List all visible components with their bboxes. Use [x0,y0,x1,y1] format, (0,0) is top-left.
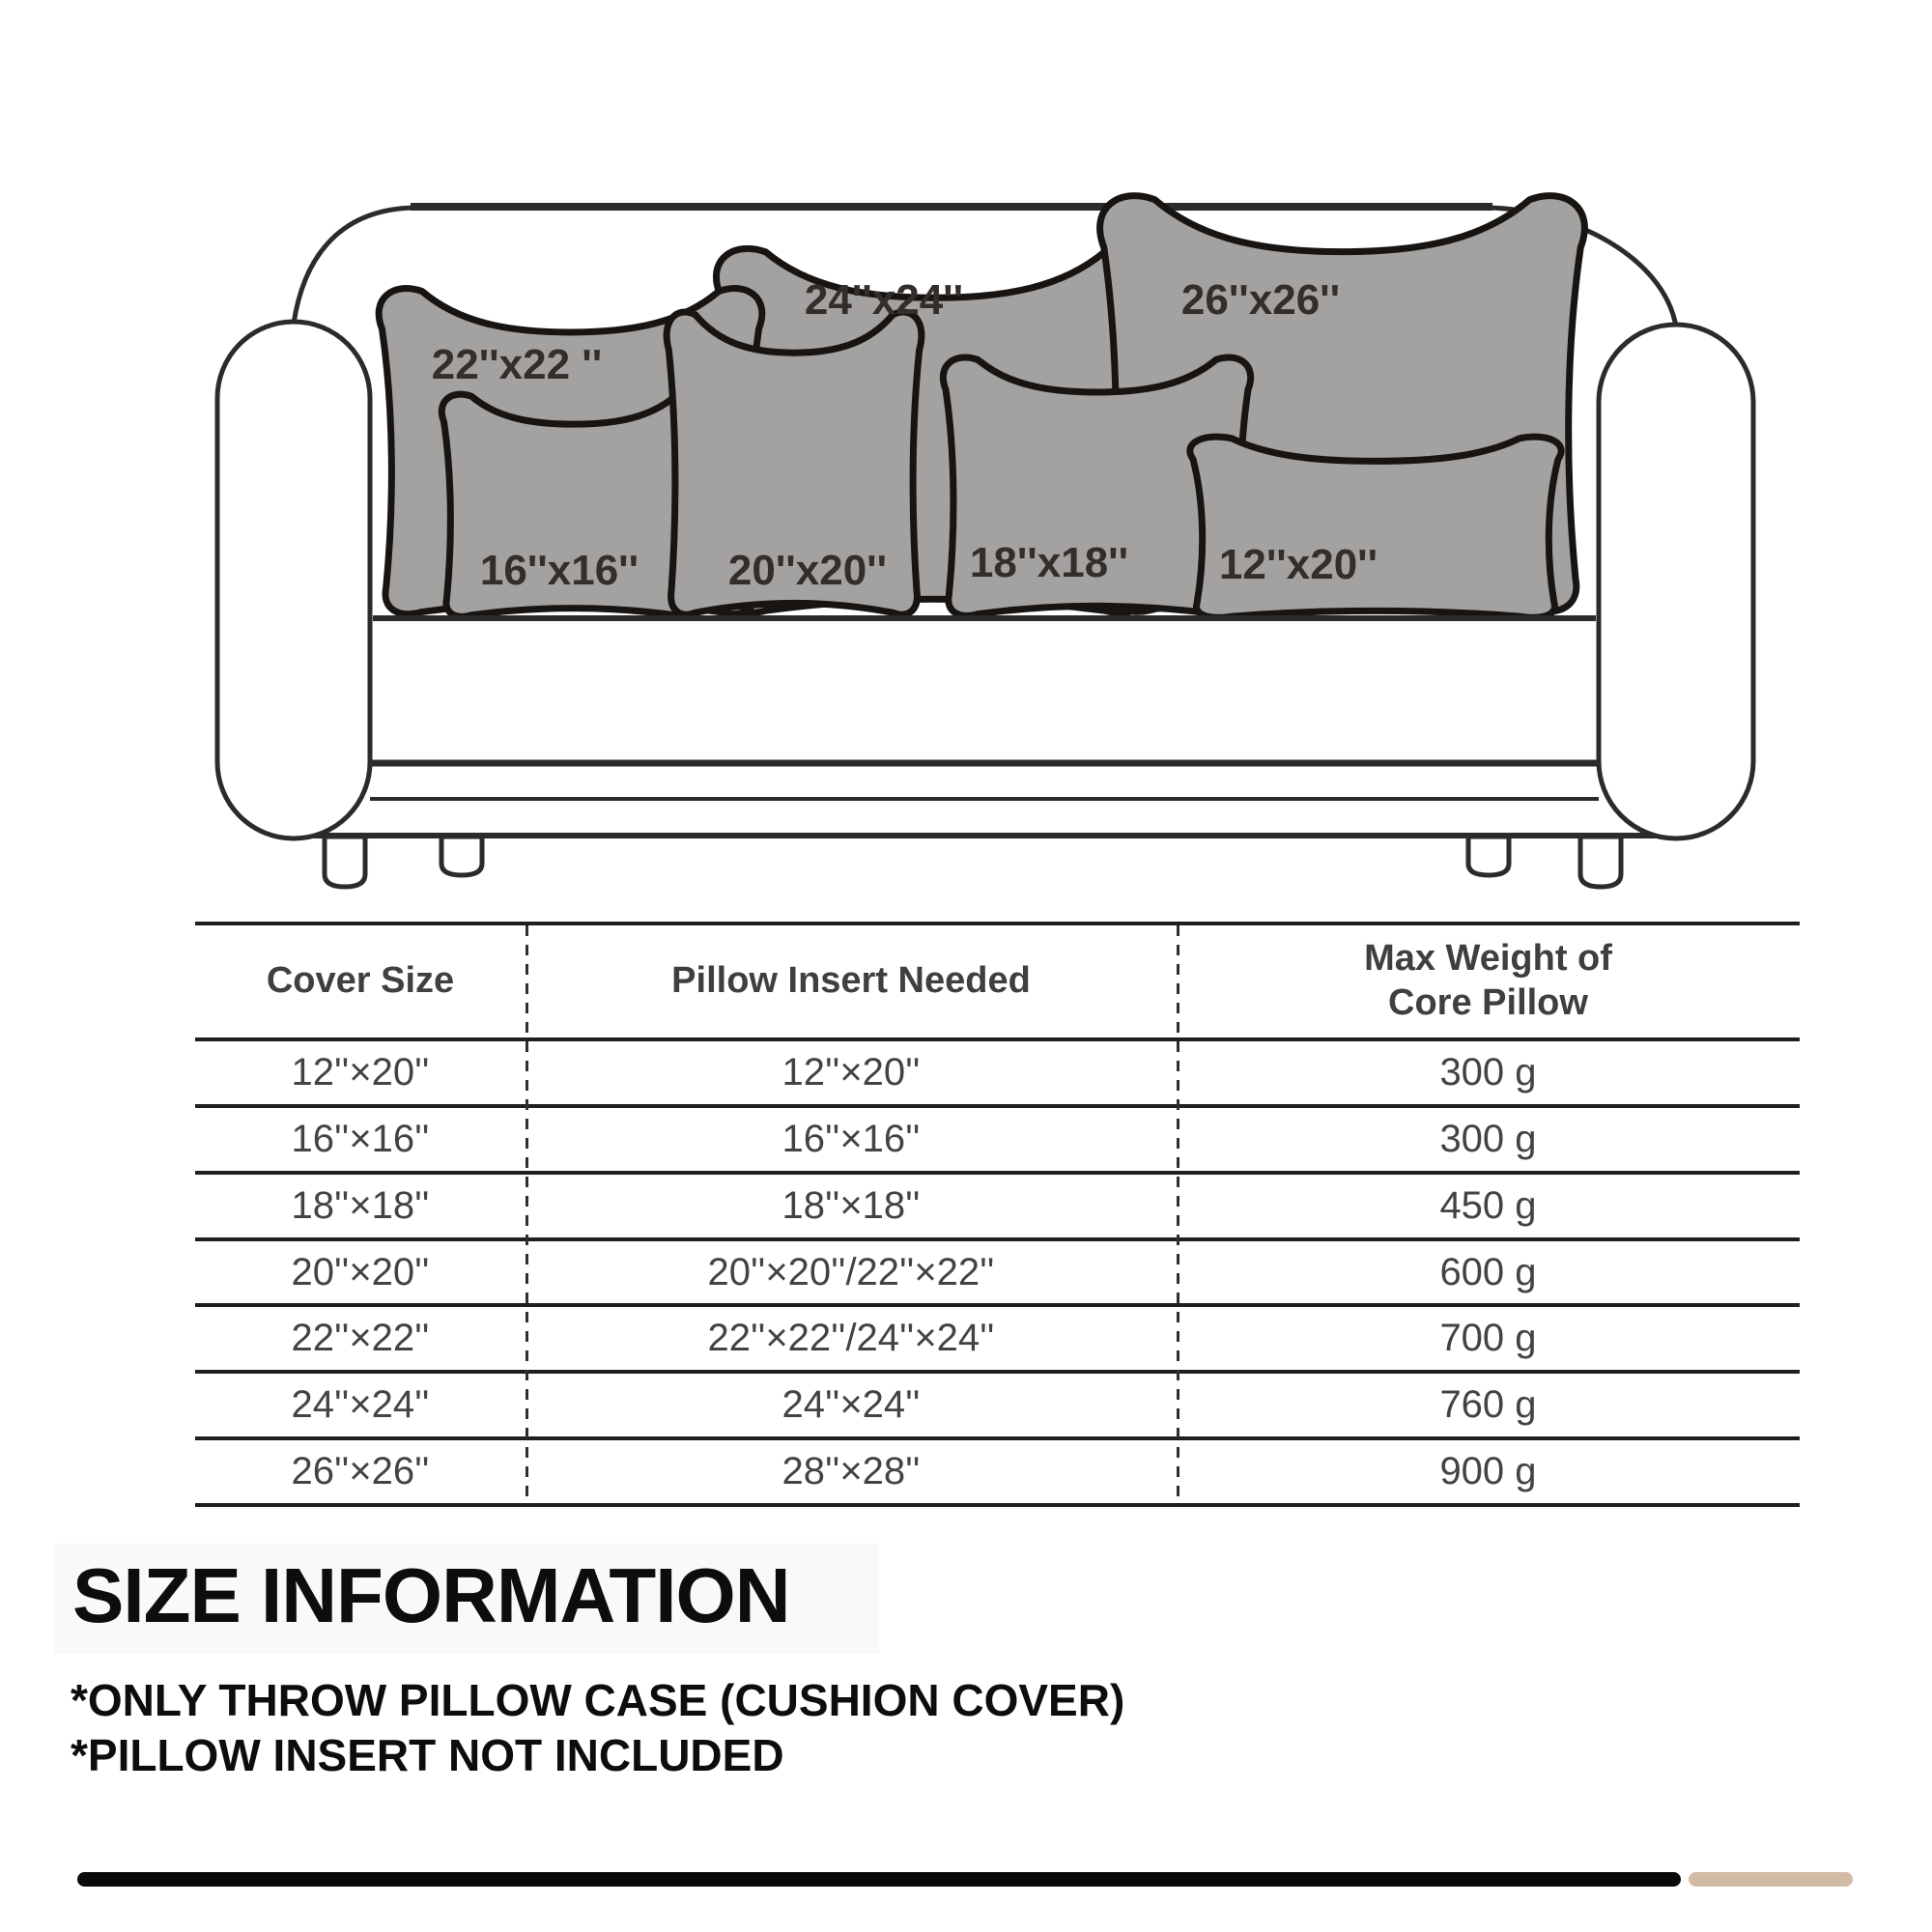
table-row [195,1175,1800,1241]
cover-size-value: 20''×20'' [291,1250,430,1293]
table-row [195,1307,1800,1374]
pillow-label-16x16: 16''x16'' [479,547,639,594]
table-header-row [195,925,1800,1041]
sofa-base-lines [280,763,1686,836]
sofa-left-arm [217,322,370,838]
pillow-label-26x26: 26''x26'' [1180,276,1341,324]
insert-needed-value: 18''×18'' [781,1183,921,1227]
cover-size-value: 12''×20'' [291,1050,430,1094]
sofa-illustration [145,135,1835,908]
cover-size-value: 24''×24'' [291,1383,430,1427]
pillow-label-22x22: 22''x22 '' [431,341,603,388]
note-only-cover: *ONLY THROW PILLOW CASE (CUSHION COVER) [71,1675,1125,1725]
insert-needed-value: 12''×20'' [781,1050,921,1094]
sofa-right-arm [1599,325,1753,838]
max-weight-value: 900 g [1439,1450,1537,1493]
table-row [195,1041,1800,1108]
footer-bar-black [77,1872,1681,1887]
column-divider-1 [526,925,528,1503]
pillow-12x20 [1190,437,1561,617]
max-weight-value: 600 g [1439,1250,1537,1293]
pillow-label-24x24: 24''x24'' [804,276,964,324]
sofa-size-diagram [145,135,1835,908]
table-row [195,1241,1800,1308]
sofa-legs [325,837,1621,887]
header-max-weight [1177,937,1800,1025]
max-weight-value: 700 g [1439,1317,1537,1360]
note-insert-not-included: *PILLOW INSERT NOT INCLUDED [71,1730,784,1780]
cover-size-value: 16''×16'' [291,1117,430,1160]
insert-needed-value: 28''×28'' [781,1450,921,1493]
pillow-label-12x20: 12''x20'' [1218,541,1378,588]
footer-bar-tan [1689,1872,1853,1887]
pillow-label-18x18: 18''x18'' [969,539,1129,586]
cover-size-value: 18''×18'' [291,1183,430,1227]
header-pillow-insert: Pillow Insert Needed [671,960,1031,1002]
max-weight-value: 300 g [1439,1050,1537,1094]
column-divider-2 [1177,925,1179,1503]
pillow-label-20x20: 20''x20'' [727,547,888,594]
header-max-weight-line2: Core Pillow [1388,982,1588,1023]
insert-needed-value: 20''×20''/22''×22'' [707,1250,995,1293]
insert-needed-value: 24''×24'' [781,1383,921,1427]
table-row [195,1108,1800,1175]
cover-size-value: 22''×22'' [291,1317,430,1360]
size-table [195,922,1800,1507]
header-max-weight-line1: Max Weight of [1364,938,1612,980]
insert-needed-value: 22''×22''/24''×24'' [707,1317,995,1360]
table-row [195,1374,1800,1440]
table-row [195,1440,1800,1503]
max-weight-value: 450 g [1439,1183,1537,1227]
page-title: SIZE INFORMATION [72,1552,790,1638]
insert-needed-value: 16''×16'' [781,1117,921,1160]
cover-size-value: 26''×26'' [291,1450,430,1493]
header-cover-size: Cover Size [266,960,455,1002]
max-weight-value: 300 g [1439,1117,1537,1160]
max-weight-value: 760 g [1439,1383,1537,1427]
